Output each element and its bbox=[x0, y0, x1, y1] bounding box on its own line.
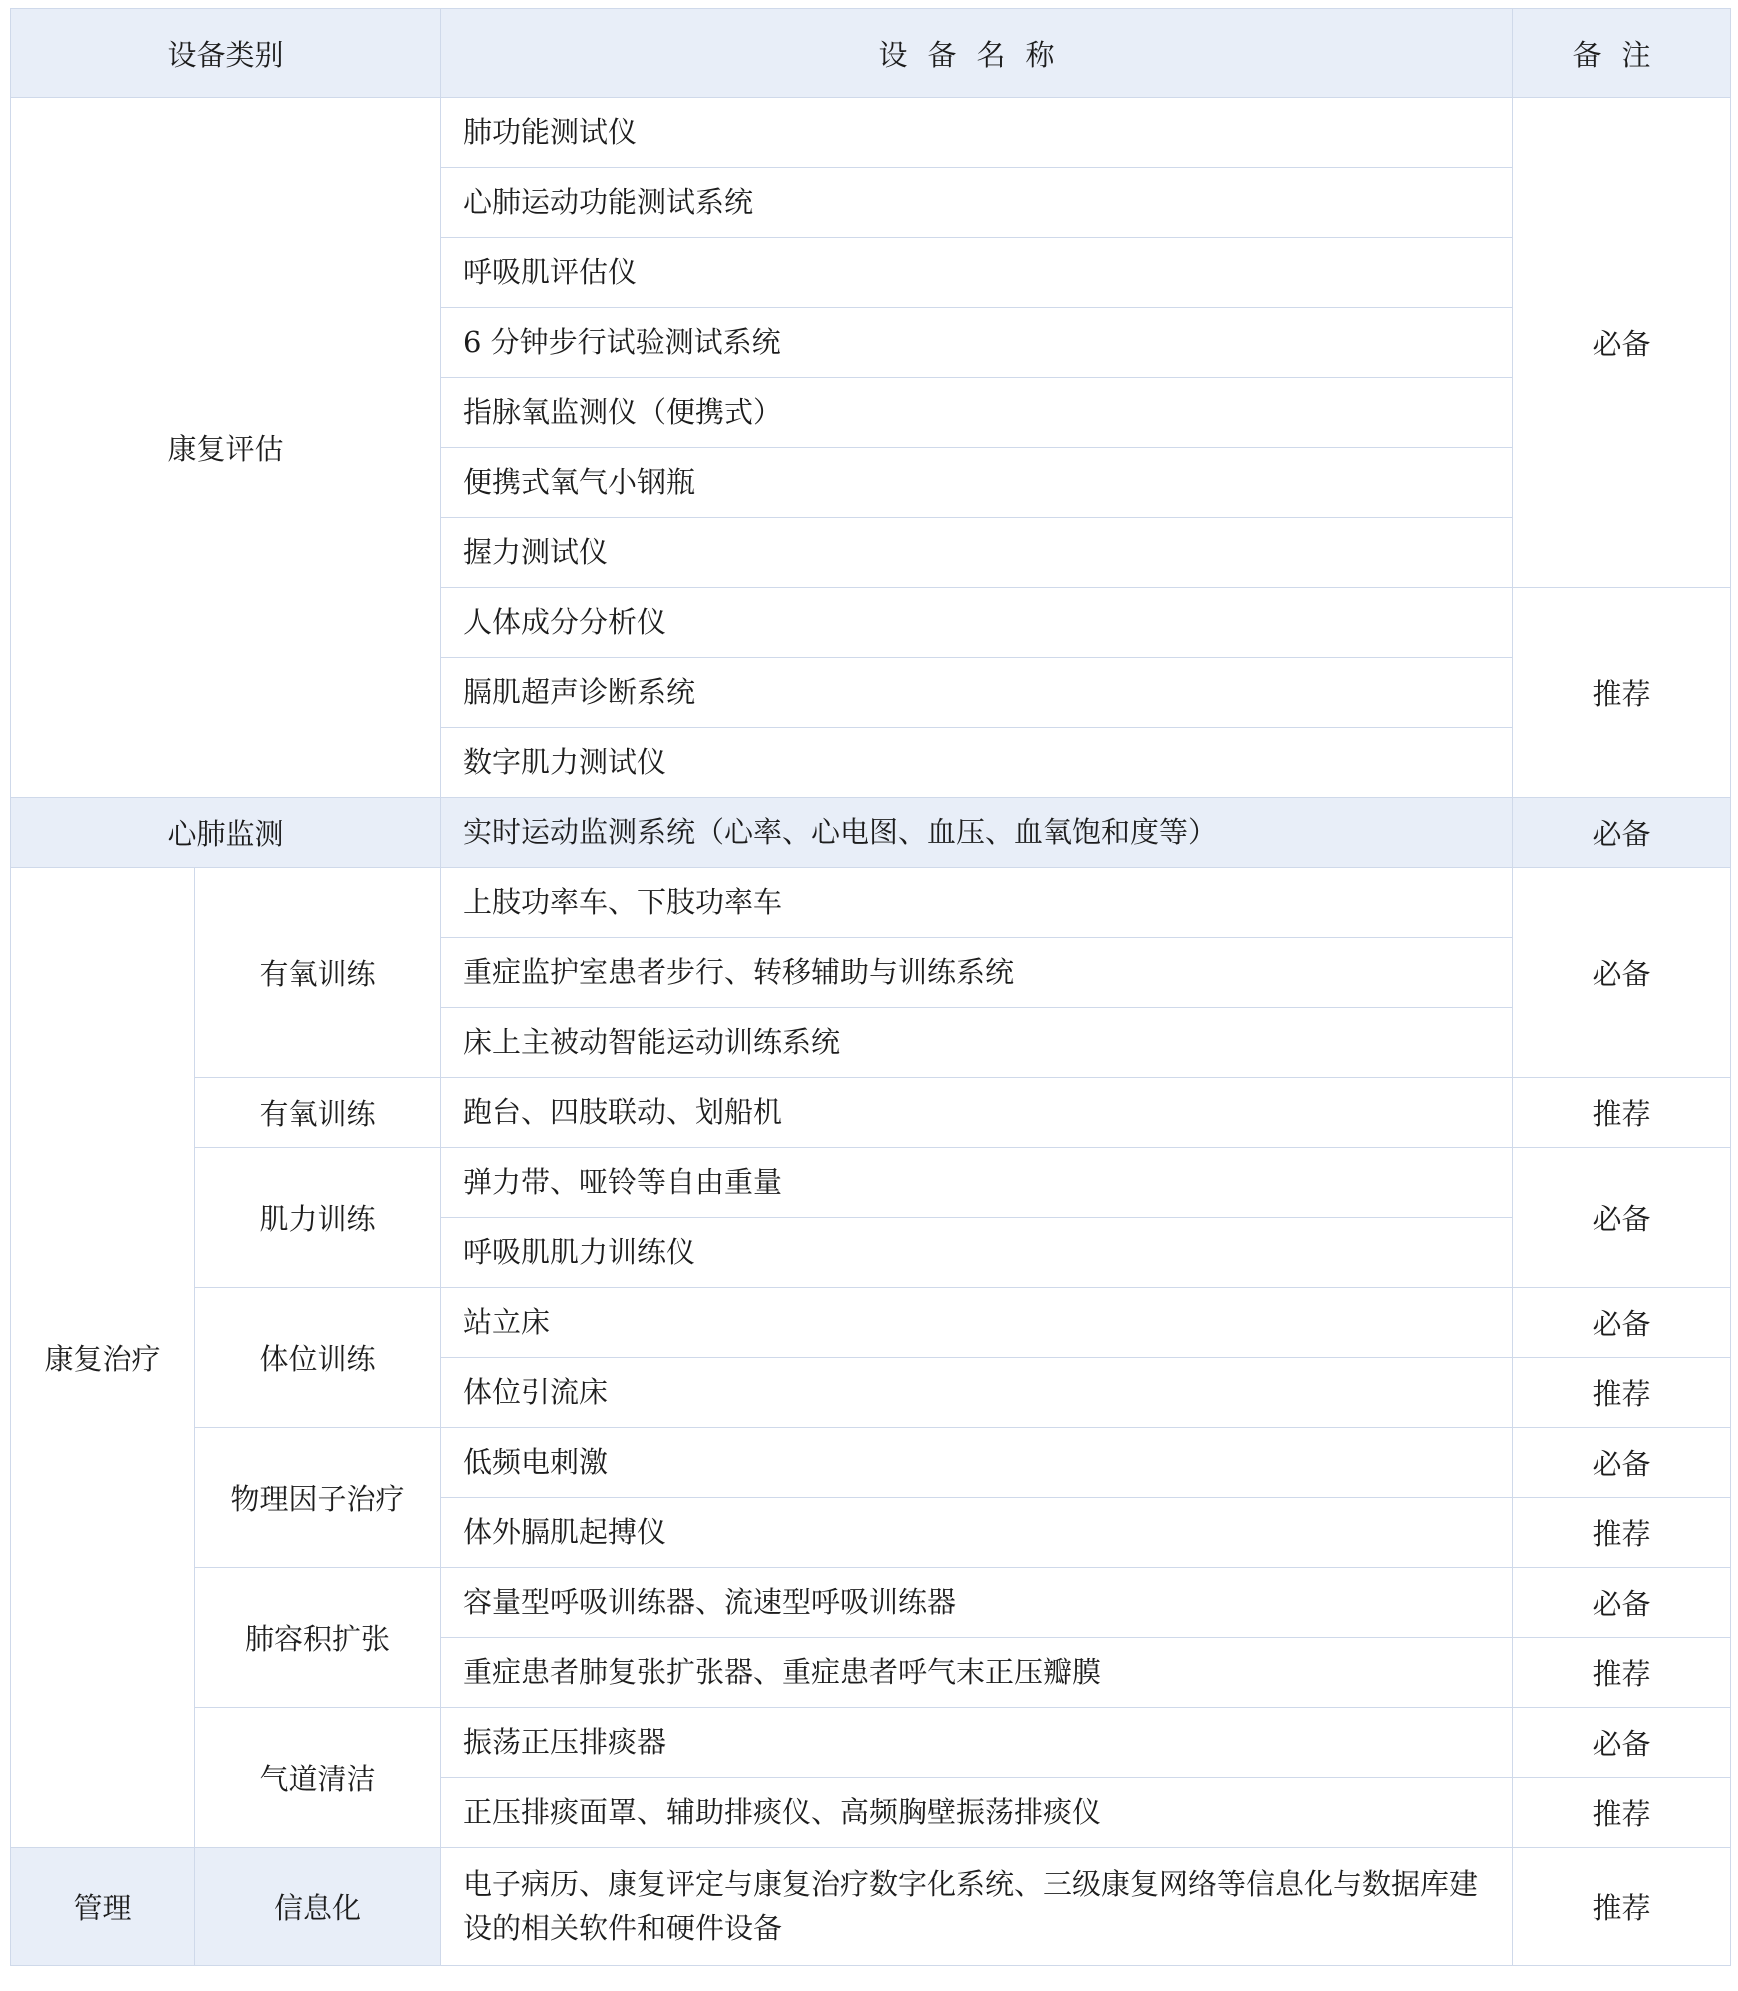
equipment-name: 重症监护室患者步行、转移辅助与训练系统 bbox=[441, 938, 1513, 1008]
note-cell: 推荐 bbox=[1513, 1638, 1731, 1708]
equipment-name: 心肺运动功能测试系统 bbox=[441, 168, 1513, 238]
note-cell: 必备 bbox=[1513, 1148, 1731, 1288]
equipment-name: 体位引流床 bbox=[441, 1358, 1513, 1428]
subcategory-aerobic: 有氧训练 bbox=[195, 1078, 441, 1148]
equipment-name: 呼吸肌肌力训练仪 bbox=[441, 1218, 1513, 1288]
subcategory-strength: 肌力训练 bbox=[195, 1148, 441, 1288]
equipment-name: 跑台、四肢联动、划船机 bbox=[441, 1078, 1513, 1148]
subcategory-aerobic: 有氧训练 bbox=[195, 868, 441, 1078]
equipment-name: 低频电刺激 bbox=[441, 1428, 1513, 1498]
note-cell: 必备 bbox=[1513, 1568, 1731, 1638]
header-category: 设备类别 bbox=[11, 9, 441, 98]
category-management: 管理 bbox=[11, 1848, 195, 1966]
table-row bbox=[11, 868, 1731, 938]
table-row bbox=[11, 1078, 1731, 1148]
subcategory-lung: 肺容积扩张 bbox=[195, 1568, 441, 1708]
equipment-name: 上肢功率车、下肢功率车 bbox=[441, 868, 1513, 938]
table-row bbox=[11, 1148, 1731, 1218]
note-cell: 推荐 bbox=[1513, 1078, 1731, 1148]
note-cell: 推荐 bbox=[1513, 1778, 1731, 1848]
note-cell: 必备 bbox=[1513, 1428, 1731, 1498]
equipment-name: 指脉氧监测仪（便携式） bbox=[441, 378, 1513, 448]
note-cell: 推荐 bbox=[1513, 588, 1731, 798]
equipment-name: 正压排痰面罩、辅助排痰仪、高频胸壁振荡排痰仪 bbox=[441, 1778, 1513, 1848]
equipment-name: 实时运动监测系统（心率、心电图、血压、血氧饱和度等） bbox=[441, 798, 1513, 868]
subcategory-informatization: 信息化 bbox=[195, 1848, 441, 1966]
table-row bbox=[11, 98, 1731, 168]
table-row bbox=[11, 1848, 1731, 1966]
equipment-name: 呼吸肌评估仪 bbox=[441, 238, 1513, 308]
table-row bbox=[11, 798, 1731, 868]
equipment-name: 电子病历、康复评定与康复治疗数字化系统、三级康复网络等信息化与数据库建设的相关软件和硬件设备 bbox=[441, 1848, 1513, 1966]
note-cell: 推荐 bbox=[1513, 1848, 1731, 1966]
table-header-row bbox=[11, 9, 1731, 98]
equipment-name: 振荡正压排痰器 bbox=[441, 1708, 1513, 1778]
equipment-name: 体外膈肌起搏仪 bbox=[441, 1498, 1513, 1568]
note-cell: 推荐 bbox=[1513, 1358, 1731, 1428]
note-cell: 必备 bbox=[1513, 1708, 1731, 1778]
table-row bbox=[11, 1288, 1731, 1358]
note-cell: 必备 bbox=[1513, 798, 1731, 868]
equipment-name: 肺功能测试仪 bbox=[441, 98, 1513, 168]
subcategory-physical: 物理因子治疗 bbox=[195, 1428, 441, 1568]
header-name: 设备名称 bbox=[441, 9, 1513, 98]
category-monitoring: 心肺监测 bbox=[11, 798, 441, 868]
equipment-name: 握力测试仪 bbox=[441, 518, 1513, 588]
table-row bbox=[11, 1428, 1731, 1498]
note-cell: 必备 bbox=[1513, 1288, 1731, 1358]
equipment-name: 弹力带、哑铃等自由重量 bbox=[441, 1148, 1513, 1218]
equipment-name: 数字肌力测试仪 bbox=[441, 728, 1513, 798]
equipment-name: 床上主被动智能运动训练系统 bbox=[441, 1008, 1513, 1078]
table-row bbox=[11, 1708, 1731, 1778]
equipment-name: 人体成分分析仪 bbox=[441, 588, 1513, 658]
equipment-name: 容量型呼吸训练器、流速型呼吸训练器 bbox=[441, 1568, 1513, 1638]
equipment-name: 便携式氧气小钢瓶 bbox=[441, 448, 1513, 518]
equipment-name: 膈肌超声诊断系统 bbox=[441, 658, 1513, 728]
equipment-table bbox=[10, 8, 1731, 1966]
category-treatment: 康复治疗 bbox=[11, 868, 195, 1848]
subcategory-airway: 气道清洁 bbox=[195, 1708, 441, 1848]
table-row bbox=[11, 1568, 1731, 1638]
header-note: 备注 bbox=[1513, 9, 1731, 98]
category-assessment: 康复评估 bbox=[11, 98, 441, 798]
subcategory-posture: 体位训练 bbox=[195, 1288, 441, 1428]
note-cell: 推荐 bbox=[1513, 1498, 1731, 1568]
equipment-name: 站立床 bbox=[441, 1288, 1513, 1358]
note-cell: 必备 bbox=[1513, 868, 1731, 1078]
note-cell: 必备 bbox=[1513, 98, 1731, 588]
equipment-name: 重症患者肺复张扩张器、重症患者呼气末正压瓣膜 bbox=[441, 1638, 1513, 1708]
equipment-name: 6 分钟步行试验测试系统 bbox=[441, 308, 1513, 378]
